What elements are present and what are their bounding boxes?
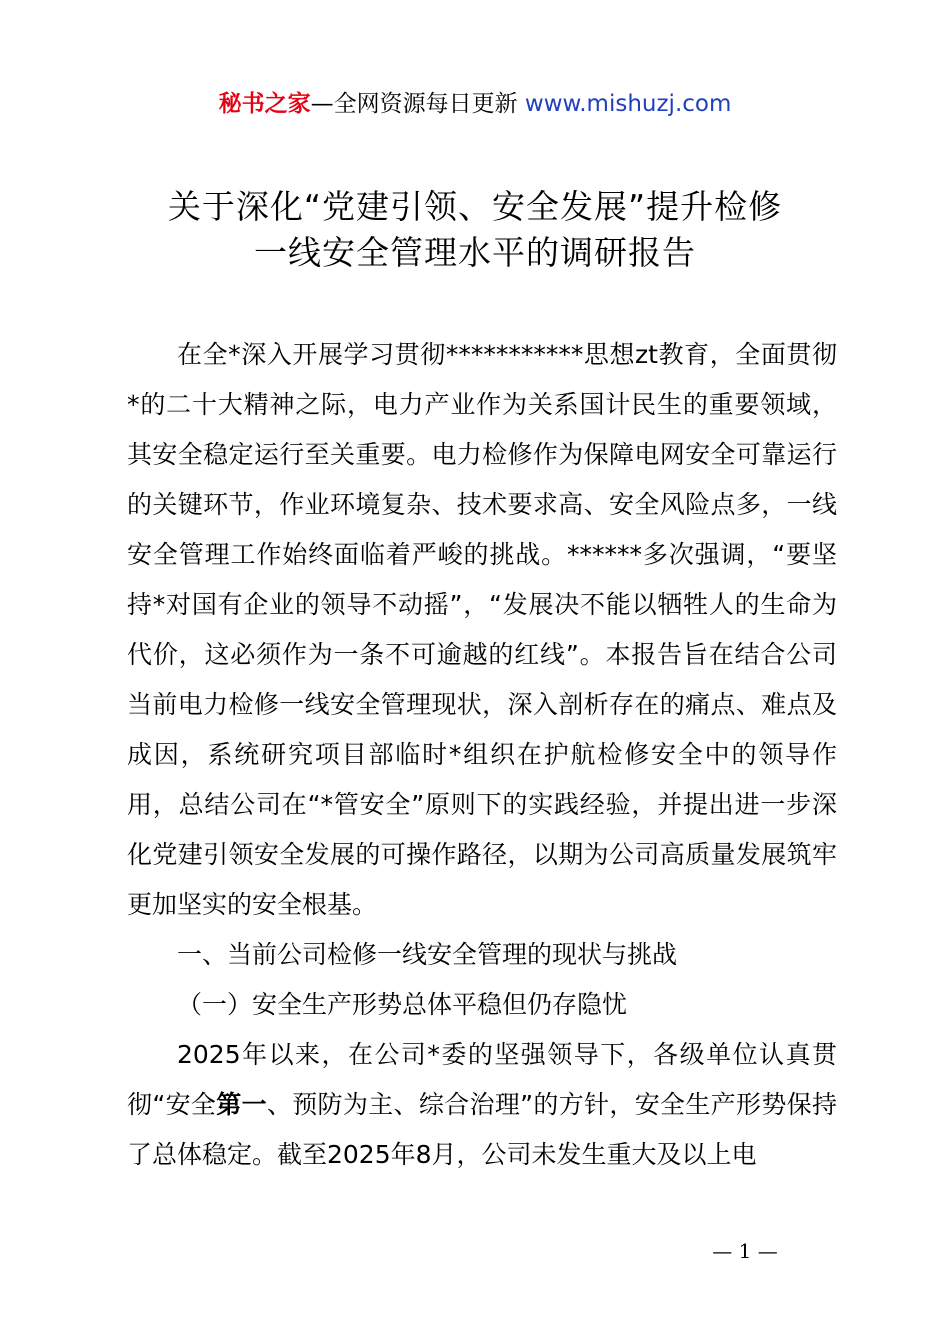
section-heading: 一、当前公司检修一线安全管理的现状与挑战 [177,940,678,969]
body-paragraph [127,1030,837,1180]
title-line-2: 一线安全管理水平的调研报告 [254,233,696,272]
paragraph-text-end: 、预防为主、综合治理”的方针，安全生产形势保持了总体稳定。截至2025年8月，公司未发生重大及以上电 [127,1090,837,1169]
intro-paragraph: 在全*深入开展学习贯彻***********思想zt教育，全面贯彻*的二十大精神之际，电力产业作为关系国计民生的重要领域，其安全稳定运行至关重要。电力检修作为保障电网安全可靠运行的关键环节，作业环境复杂、技术要求高、安全风险点多，一线安全管理工作始终面临着严峻的挑战。******多次强调，“要坚持*对国有企业的领导不动摇”，“发展决不能以牺牲人的生命为代价，这必须作为一条不可逾越的红线”。本报告旨在结合公司当前电力检修一线安全管理现状，深入剖析存在的痛点、难点及成因，系统研究项目部临时*组织在护航检修安全中的领导作用，总结公司在“*管安全”原则下的实践经验，并提出进一步深化党建引领安全发展的可操作路径，以期为公司高质量发展筑牢更加坚实的安全根基。 [127,340,837,919]
site-header [0,86,950,122]
bold-emphasis: 第一 [216,1090,267,1119]
title-line-1: 关于深化“党建引领、安全发展”提升检修 [167,187,783,226]
site-url[interactable]: www.mishuzj.com [524,91,732,117]
paragraph-text-start: 2025年以来，在公司*委的坚强领导下，各级单位认真贯彻“安全 [127,1040,837,1119]
document-body [127,330,837,1180]
site-brand: 秘书之家 [218,91,311,117]
subsection-heading: （一）安全生产形势总体平稳但仍存隐忧 [177,990,628,1019]
document-title [0,184,950,276]
site-tagline: —全网资源每日更新 [310,91,525,117]
page-number: — 1 — [712,1239,778,1263]
